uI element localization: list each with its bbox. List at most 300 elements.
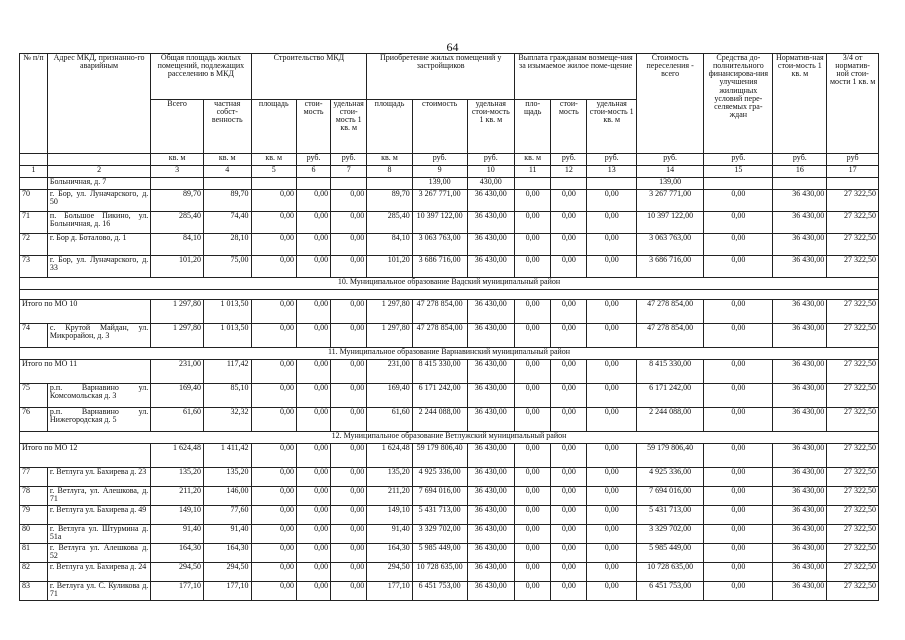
total-c3: 1 624,48 (151, 444, 204, 468)
row-c16: 36 430,00 (773, 487, 827, 506)
row-c12: 0,00 (551, 256, 587, 278)
row-c5: 0,00 (251, 544, 296, 563)
row-c7: 0,00 (331, 582, 367, 601)
total-c3: 231,00 (151, 360, 204, 384)
row-c15: 0,00 (704, 384, 773, 408)
row-c10: 36 430,00 (467, 190, 515, 212)
column-number-cell: 15 (704, 166, 773, 178)
total-c5: 0,00 (251, 360, 296, 384)
row-c7: 0,00 (331, 468, 367, 487)
row-c12: 0,00 (551, 468, 587, 487)
column-number-cell: 11 (515, 166, 551, 178)
header-buy-cost: стоимость (412, 100, 467, 154)
row-c14: 3 329 702,00 (637, 525, 704, 544)
row-address: г. Ветлуга ул. Бахирева д. 24 (47, 563, 150, 582)
row-c17: 27 322,50 (827, 212, 879, 234)
row-c16: 36 430,00 (773, 190, 827, 212)
header-area-private: частная собст-венность (203, 100, 251, 154)
row-c5: 0,00 (251, 563, 296, 582)
row-c17: 27 322,50 (827, 563, 879, 582)
row-c8: 149,10 (367, 506, 412, 525)
total-c13: 0,00 (587, 300, 637, 324)
row-c15 (704, 178, 773, 190)
row-c11 (515, 178, 551, 190)
table-row (20, 525, 879, 544)
row-c12: 0,00 (551, 506, 587, 525)
row-c9: 10 728 635,00 (412, 563, 467, 582)
row-c6: 0,00 (297, 468, 331, 487)
row-c5: 0,00 (251, 525, 296, 544)
row-c12: 0,00 (551, 525, 587, 544)
unit-cell (20, 154, 48, 166)
row-c3: 61,60 (151, 408, 204, 432)
row-c17: 27 322,50 (827, 190, 879, 212)
row-c17: 27 322,50 (827, 487, 879, 506)
row-c8 (367, 178, 412, 190)
total-c13: 0,00 (587, 360, 637, 384)
row-number: 70 (20, 190, 48, 212)
total-c17: 27 322,50 (827, 444, 879, 468)
row-c7: 0,00 (331, 324, 367, 348)
row-number (20, 178, 48, 190)
row-c12: 0,00 (551, 324, 587, 348)
row-c9: 2 244 088,00 (412, 408, 467, 432)
row-c4: 146,00 (203, 487, 251, 506)
row-c3: 101,20 (151, 256, 204, 278)
total-c15: 0,00 (704, 360, 773, 384)
row-c6: 0,00 (297, 212, 331, 234)
row-c13: 0,00 (587, 582, 637, 601)
row-c4: 89,70 (203, 190, 251, 212)
row-c4: 77,60 (203, 506, 251, 525)
table-row (20, 487, 879, 506)
header-pay-unit-cost: удельная стои-мость 1 кв. м (587, 100, 637, 154)
unit-cell: руб. (551, 154, 587, 166)
unit-cell: руб. (467, 154, 515, 166)
row-c13: 0,00 (587, 525, 637, 544)
section-title: 11. Муниципальное образование Варнавинский муниципальный район (20, 348, 879, 360)
row-c10: 36 430,00 (467, 256, 515, 278)
row-address: п. Большое Пикино, ул. Больничная, д. 16 (47, 212, 150, 234)
row-c6 (297, 178, 331, 190)
total-c11: 0,00 (515, 300, 551, 324)
table-row (20, 506, 879, 525)
column-number-cell: 9 (412, 166, 467, 178)
row-c17: 27 322,50 (827, 408, 879, 432)
column-number-cell: 13 (587, 166, 637, 178)
row-c17: 27 322,50 (827, 544, 879, 563)
total-c7: 0,00 (331, 360, 367, 384)
row-c6: 0,00 (297, 324, 331, 348)
row-c4: 164,30 (203, 544, 251, 563)
row-c4: 75,00 (203, 256, 251, 278)
table-row (20, 544, 879, 563)
header-three-quarter: 3/4 от норматив-ной стои-мости 1 кв. м (827, 54, 879, 154)
row-c3: 1 297,80 (151, 324, 204, 348)
total-c9: 8 415 330,00 (412, 360, 467, 384)
row-c9: 47 278 854,00 (412, 324, 467, 348)
row-c16: 36 430,00 (773, 468, 827, 487)
total-c7: 0,00 (331, 444, 367, 468)
row-c6: 0,00 (297, 563, 331, 582)
row-c10: 36 430,00 (467, 234, 515, 256)
row-c5: 0,00 (251, 487, 296, 506)
row-number: 81 (20, 544, 48, 563)
row-c13: 0,00 (587, 256, 637, 278)
row-c13: 0,00 (587, 408, 637, 432)
row-c11: 0,00 (515, 212, 551, 234)
row-c11: 0,00 (515, 256, 551, 278)
row-c10: 36 430,00 (467, 525, 515, 544)
unit-cell (47, 154, 150, 166)
header-address: Адрес МКД, признанно-го аварийным (47, 54, 150, 154)
total-c4: 1 411,42 (203, 444, 251, 468)
row-number: 76 (20, 408, 48, 432)
row-c9: 10 397 122,00 (412, 212, 467, 234)
row-c13: 0,00 (587, 212, 637, 234)
row-c9: 3 267 771,00 (412, 190, 467, 212)
row-c14: 3 686 716,00 (637, 256, 704, 278)
total-c12: 0,00 (551, 360, 587, 384)
row-c14: 7 694 016,00 (637, 487, 704, 506)
unit-cell: руб. (331, 154, 367, 166)
column-number-cell: 7 (331, 166, 367, 178)
row-c14: 6 451 753,00 (637, 582, 704, 601)
column-number-cell: 10 (467, 166, 515, 178)
row-c5: 0,00 (251, 408, 296, 432)
column-number-cell: 8 (367, 166, 412, 178)
row-c6: 0,00 (297, 506, 331, 525)
table-row (20, 582, 879, 601)
row-c8: 61,60 (367, 408, 412, 432)
total-row (20, 444, 879, 468)
row-c8: 169,40 (367, 384, 412, 408)
row-address: Больничная, д. 7 (47, 178, 150, 190)
row-address: г. Бор д. Боталово, д. 1 (47, 234, 150, 256)
row-c8: 101,20 (367, 256, 412, 278)
row-c15: 0,00 (704, 408, 773, 432)
row-c3: 285,40 (151, 212, 204, 234)
row-c17: 27 322,50 (827, 506, 879, 525)
row-c16: 36 430,00 (773, 525, 827, 544)
table-row (20, 468, 879, 487)
row-number: 78 (20, 487, 48, 506)
unit-cell: руб. (637, 154, 704, 166)
row-c12: 0,00 (551, 212, 587, 234)
total-c7: 0,00 (331, 300, 367, 324)
page-number: 64 (446, 40, 459, 54)
row-c7: 0,00 (331, 212, 367, 234)
header-pay-group: Выплата гражданам возмеще-ния за изымаемое жилое поме-щение (515, 54, 637, 100)
row-c15: 0,00 (704, 234, 773, 256)
row-c15: 0,00 (704, 487, 773, 506)
row-c13: 0,00 (587, 468, 637, 487)
row-c6: 0,00 (297, 525, 331, 544)
row-c8: 84,10 (367, 234, 412, 256)
column-numbers-row (20, 166, 879, 178)
row-c4: 74,40 (203, 212, 251, 234)
row-c11: 0,00 (515, 525, 551, 544)
row-c4: 28,10 (203, 234, 251, 256)
row-c14: 10 397 122,00 (637, 212, 704, 234)
row-c16: 36 430,00 (773, 212, 827, 234)
row-c14: 3 063 763,00 (637, 234, 704, 256)
row-c13: 0,00 (587, 544, 637, 563)
total-c14: 59 179 806,40 (637, 444, 704, 468)
row-c5: 0,00 (251, 384, 296, 408)
column-number-cell: 12 (551, 166, 587, 178)
row-address: г. Ветлуга ул. Алешкова д. 52 (47, 544, 150, 563)
header-num: № п/п (20, 54, 48, 154)
row-c6: 0,00 (297, 256, 331, 278)
header-pay-cost: стои-мость (551, 100, 587, 154)
row-address: г. Ветлуга ул. С. Куликова д. 71 (47, 582, 150, 601)
total-label: Итого по МО 11 (20, 360, 151, 384)
unit-cell: кв. м (515, 154, 551, 166)
header-area-total: Всего (151, 100, 204, 154)
total-c17: 27 322,50 (827, 360, 879, 384)
total-c6: 0,00 (297, 444, 331, 468)
row-c11: 0,00 (515, 506, 551, 525)
row-c14: 47 278 854,00 (637, 324, 704, 348)
row-address: г. Бор, ул. Луначарского, д. 33 (47, 256, 150, 278)
row-c7: 0,00 (331, 525, 367, 544)
row-c5: 0,00 (251, 506, 296, 525)
row-c9: 6 171 242,00 (412, 384, 467, 408)
units-row (20, 154, 879, 166)
total-c15: 0,00 (704, 300, 773, 324)
row-c10: 36 430,00 (467, 582, 515, 601)
row-c7: 0,00 (331, 563, 367, 582)
column-number-cell: 2 (47, 166, 150, 178)
total-c8: 1 297,80 (367, 300, 412, 324)
unit-cell: руб. (297, 154, 331, 166)
column-number-cell: 14 (637, 166, 704, 178)
row-c9: 4 925 336,00 (412, 468, 467, 487)
table-row (20, 324, 879, 348)
row-c4: 294,50 (203, 563, 251, 582)
row-c17: 27 322,50 (827, 234, 879, 256)
row-c10: 36 430,00 (467, 544, 515, 563)
section-row (20, 432, 879, 444)
row-c10: 36 430,00 (467, 468, 515, 487)
total-label: Итого по МО 10 (20, 300, 151, 324)
row-c7: 0,00 (331, 487, 367, 506)
row-c4: 135,20 (203, 468, 251, 487)
row-c8: 285,40 (367, 212, 412, 234)
row-c4: 85,10 (203, 384, 251, 408)
table-row (20, 256, 879, 278)
row-c7: 0,00 (331, 190, 367, 212)
row-c12: 0,00 (551, 384, 587, 408)
header-buy-unit-cost: удельная стои-мость 1 кв. м (467, 100, 515, 154)
row-c9: 3 063 763,00 (412, 234, 467, 256)
row-c13 (587, 178, 637, 190)
row-address: г. Ветлуга ул. Бахирева д. 23 (47, 468, 150, 487)
row-c8: 89,70 (367, 190, 412, 212)
row-c10: 36 430,00 (467, 506, 515, 525)
header-buy-group: Приобретение жилых помещений у застройщиков (367, 54, 515, 100)
row-c14: 2 244 088,00 (637, 408, 704, 432)
row-c7: 0,00 (331, 234, 367, 256)
row-c6: 0,00 (297, 190, 331, 212)
row-c5: 0,00 (251, 582, 296, 601)
row-c15: 0,00 (704, 563, 773, 582)
section-row (20, 348, 879, 360)
row-c3: 164,30 (151, 544, 204, 563)
row-c11: 0,00 (515, 468, 551, 487)
table-body (20, 178, 879, 601)
table-row (20, 178, 879, 190)
row-c16: 36 430,00 (773, 408, 827, 432)
row-c16: 36 430,00 (773, 506, 827, 525)
total-c10: 36 430,00 (467, 300, 515, 324)
total-c11: 0,00 (515, 444, 551, 468)
row-c16: 36 430,00 (773, 234, 827, 256)
row-c7: 0,00 (331, 506, 367, 525)
total-row (20, 360, 879, 384)
unit-cell: руб. (587, 154, 637, 166)
header-build-area: площадь (251, 100, 296, 154)
row-c4: 1 013,50 (203, 324, 251, 348)
total-c4: 117,42 (203, 360, 251, 384)
row-c15: 0,00 (704, 544, 773, 563)
row-c16 (773, 178, 827, 190)
row-c15: 0,00 (704, 190, 773, 212)
row-c14: 10 728 635,00 (637, 563, 704, 582)
row-c10: 36 430,00 (467, 487, 515, 506)
header-buy-area: площадь (367, 100, 412, 154)
total-c16: 36 430,00 (773, 360, 827, 384)
row-c17: 27 322,50 (827, 582, 879, 601)
row-number: 72 (20, 234, 48, 256)
row-c3: 91,40 (151, 525, 204, 544)
row-c9: 139,00 (412, 178, 467, 190)
unit-cell: кв. м (151, 154, 204, 166)
row-c10: 36 430,00 (467, 324, 515, 348)
row-c6: 0,00 (297, 487, 331, 506)
row-number: 74 (20, 324, 48, 348)
row-c9: 5 985 449,00 (412, 544, 467, 563)
row-c16: 36 430,00 (773, 563, 827, 582)
row-c17: 27 322,50 (827, 324, 879, 348)
row-c12 (551, 178, 587, 190)
row-address: с. Крутой Майдан, ул. Микрорайон, д. 3 (47, 324, 150, 348)
row-number: 80 (20, 525, 48, 544)
row-c3: 84,10 (151, 234, 204, 256)
unit-cell: кв. м (367, 154, 412, 166)
unit-cell: кв. м (251, 154, 296, 166)
row-c5: 0,00 (251, 256, 296, 278)
table-row (20, 190, 879, 212)
spacer-cell (20, 290, 879, 300)
total-c15: 0,00 (704, 444, 773, 468)
table-header (20, 54, 879, 178)
row-c3: 177,10 (151, 582, 204, 601)
column-number-cell: 17 (827, 166, 879, 178)
row-c11: 0,00 (515, 384, 551, 408)
total-c8: 231,00 (367, 360, 412, 384)
total-c9: 47 278 854,00 (412, 300, 467, 324)
row-c11: 0,00 (515, 408, 551, 432)
row-c15: 0,00 (704, 582, 773, 601)
spacer-row (20, 290, 879, 300)
row-address: р.п. Варнавино ул. Нижегородская д. 5 (47, 408, 150, 432)
row-c6: 0,00 (297, 384, 331, 408)
row-c14: 5 985 449,00 (637, 544, 704, 563)
row-c5: 0,00 (251, 468, 296, 487)
row-c14: 4 925 336,00 (637, 468, 704, 487)
header-pay-area: пло-щадь (515, 100, 551, 154)
row-c15: 0,00 (704, 324, 773, 348)
row-c13: 0,00 (587, 487, 637, 506)
row-c16: 36 430,00 (773, 544, 827, 563)
total-c13: 0,00 (587, 444, 637, 468)
resettlement-table (19, 53, 879, 601)
row-c17: 27 322,50 (827, 384, 879, 408)
row-c11: 0,00 (515, 234, 551, 256)
row-c8: 1 297,80 (367, 324, 412, 348)
row-c15: 0,00 (704, 256, 773, 278)
row-c17: 27 322,50 (827, 468, 879, 487)
row-address: г. Бор, ул. Луначарского, д. 50 (47, 190, 150, 212)
row-c11: 0,00 (515, 544, 551, 563)
row-c15: 0,00 (704, 506, 773, 525)
row-number: 77 (20, 468, 48, 487)
row-c4: 91,40 (203, 525, 251, 544)
row-address: р.п. Варнавино ул. Комсомольская д. 3 (47, 384, 150, 408)
row-number: 79 (20, 506, 48, 525)
row-c8: 91,40 (367, 525, 412, 544)
header-norm-cost: Норматив-ная стои-мость 1 кв. м (773, 54, 827, 154)
row-address: г. Ветлуга ул. Штурмина д. 51а (47, 525, 150, 544)
total-c14: 8 415 330,00 (637, 360, 704, 384)
total-c17: 27 322,50 (827, 300, 879, 324)
row-c3 (151, 178, 204, 190)
total-c10: 36 430,00 (467, 444, 515, 468)
row-c17: 27 322,50 (827, 525, 879, 544)
row-c11: 0,00 (515, 582, 551, 601)
table-row (20, 563, 879, 582)
total-c5: 0,00 (251, 300, 296, 324)
row-c10: 36 430,00 (467, 384, 515, 408)
row-c15: 0,00 (704, 525, 773, 544)
row-c8: 164,30 (367, 544, 412, 563)
column-number-cell: 5 (251, 166, 296, 178)
row-number: 75 (20, 384, 48, 408)
row-c7: 0,00 (331, 384, 367, 408)
row-c6: 0,00 (297, 408, 331, 432)
row-c15: 0,00 (704, 468, 773, 487)
unit-cell: руб. (412, 154, 467, 166)
row-c13: 0,00 (587, 506, 637, 525)
row-c13: 0,00 (587, 190, 637, 212)
total-c4: 1 013,50 (203, 300, 251, 324)
row-c8: 135,20 (367, 468, 412, 487)
row-c15: 0,00 (704, 212, 773, 234)
row-c5: 0,00 (251, 324, 296, 348)
row-c12: 0,00 (551, 408, 587, 432)
row-number: 83 (20, 582, 48, 601)
column-number-cell: 4 (203, 166, 251, 178)
row-c13: 0,00 (587, 384, 637, 408)
row-c6: 0,00 (297, 544, 331, 563)
row-c14: 5 431 713,00 (637, 506, 704, 525)
section-row (20, 278, 879, 290)
row-c13: 0,00 (587, 234, 637, 256)
row-number: 71 (20, 212, 48, 234)
row-c11: 0,00 (515, 487, 551, 506)
